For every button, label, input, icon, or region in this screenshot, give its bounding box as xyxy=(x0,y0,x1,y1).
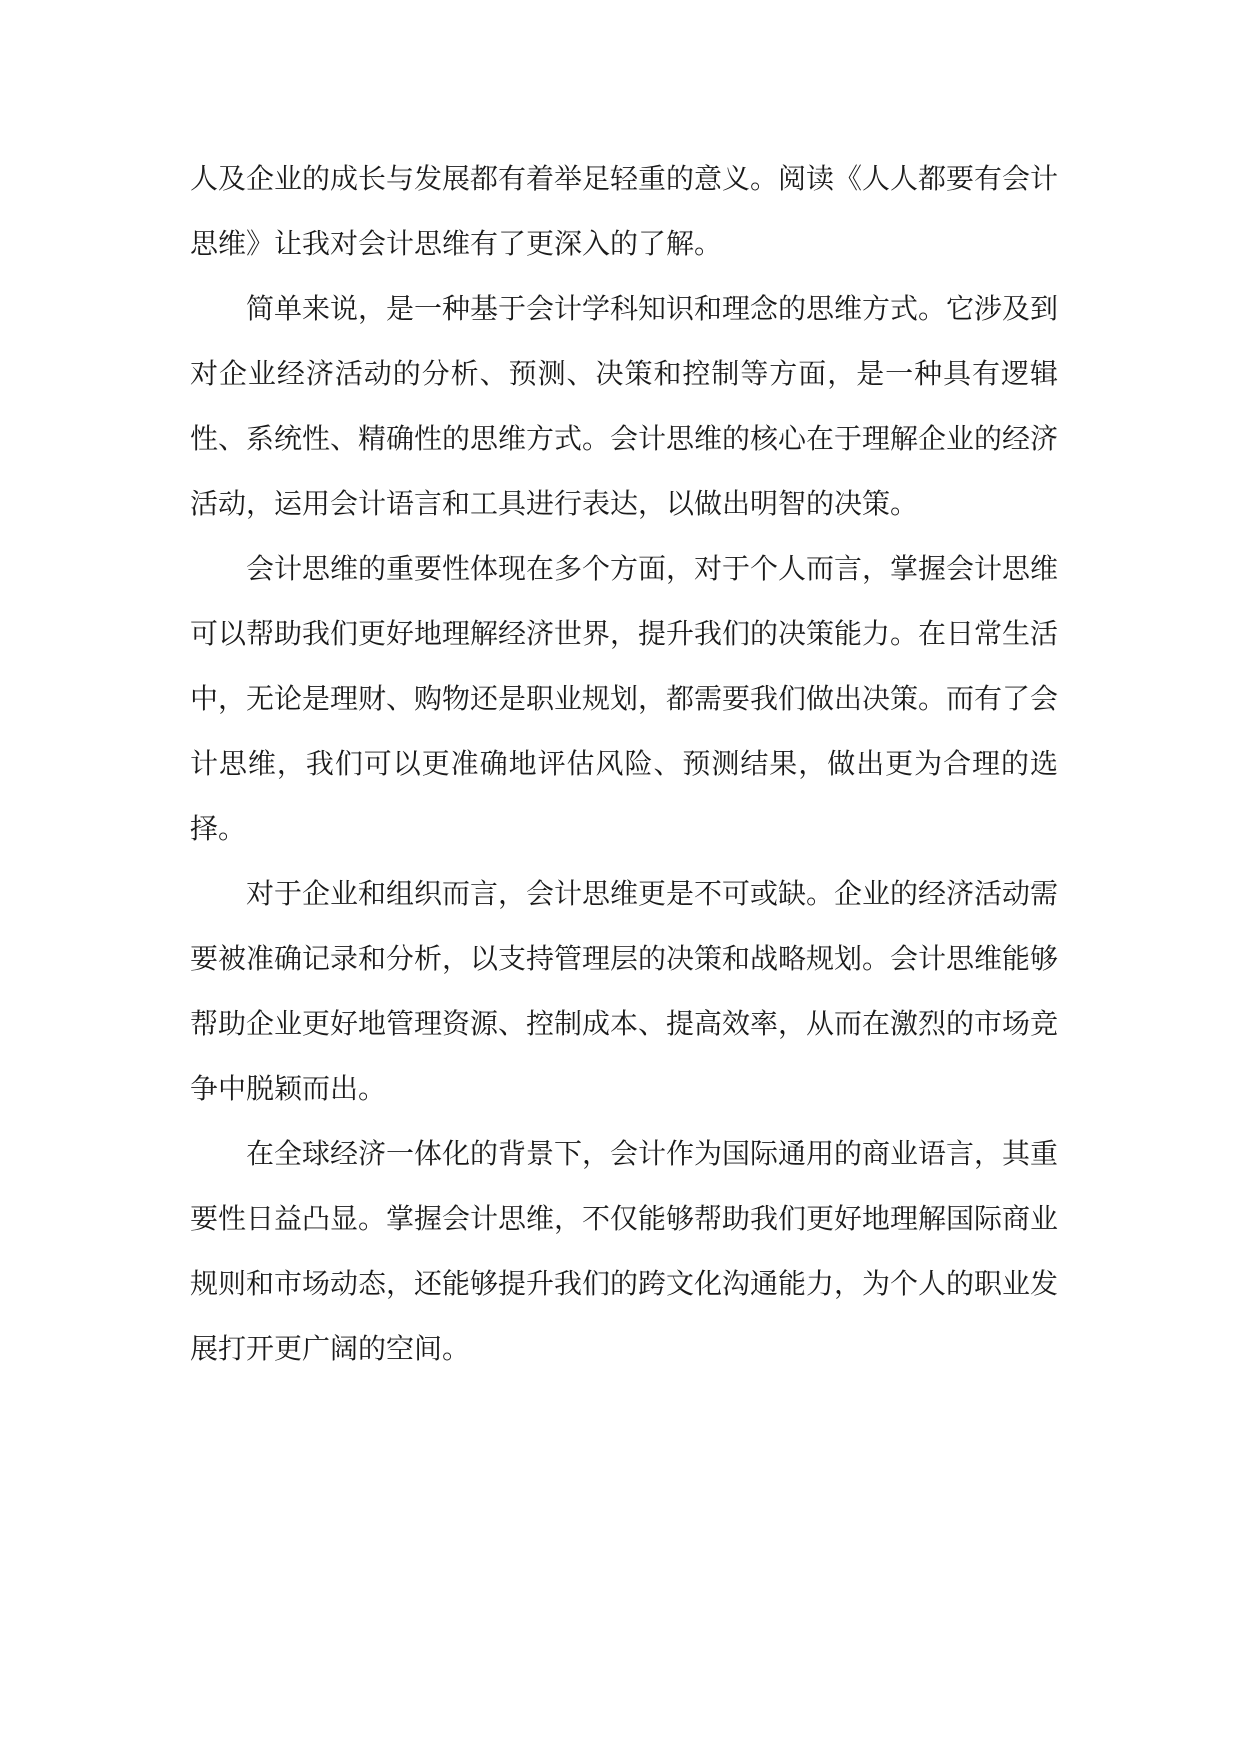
paragraph-3: 会计思维的重要性体现在多个方面，对于个人而言，掌握会计思维可以帮助我们更好地理解经济世界，提升我们的决策能力。在日常生活中，无论是理财、购物还是职业规划，都需要我们做出决策。而有了会计思维，我们可以更准确地评估风险、预测结果，做出更为合理的选择。 xyxy=(190,552,1059,845)
paragraph-5: 在全球经济一体化的背景下，会计作为国际通用的商业语言，其重要性日益凸显。掌握会计思维，不仅能够帮助我们更好地理解国际商业规则和市场动态，还能够提升我们的跨文化沟通能力，为个人的职业发展打开更广阔的空间。 xyxy=(190,1137,1059,1365)
paragraph-2: 简单来说，是一种基于会计学科知识和理念的思维方式。它涉及到对企业经济活动的分析、预测、决策和控制等方面，是一种具有逻辑性、系统性、精确性的思维方式。会计思维的核心在于理解企业的经济活动，运用会计语言和工具进行表达，以做出明智的决策。 xyxy=(190,292,1059,520)
paragraph-4: 对于企业和组织而言，会计思维更是不可或缺。企业的经济活动需要被准确记录和分析，以支持管理层的决策和战略规划。会计思维能够帮助企业更好地管理资源、控制成本、提高效率，从而在激烈的市场竞争中脱颖而出。 xyxy=(190,877,1059,1105)
paragraph-1: 人及企业的成长与发展都有着举足轻重的意义。阅读《人人都要有会计思维》让我对会计思维有了更深入的了解。 xyxy=(190,162,1059,260)
document-body xyxy=(190,146,1058,1381)
